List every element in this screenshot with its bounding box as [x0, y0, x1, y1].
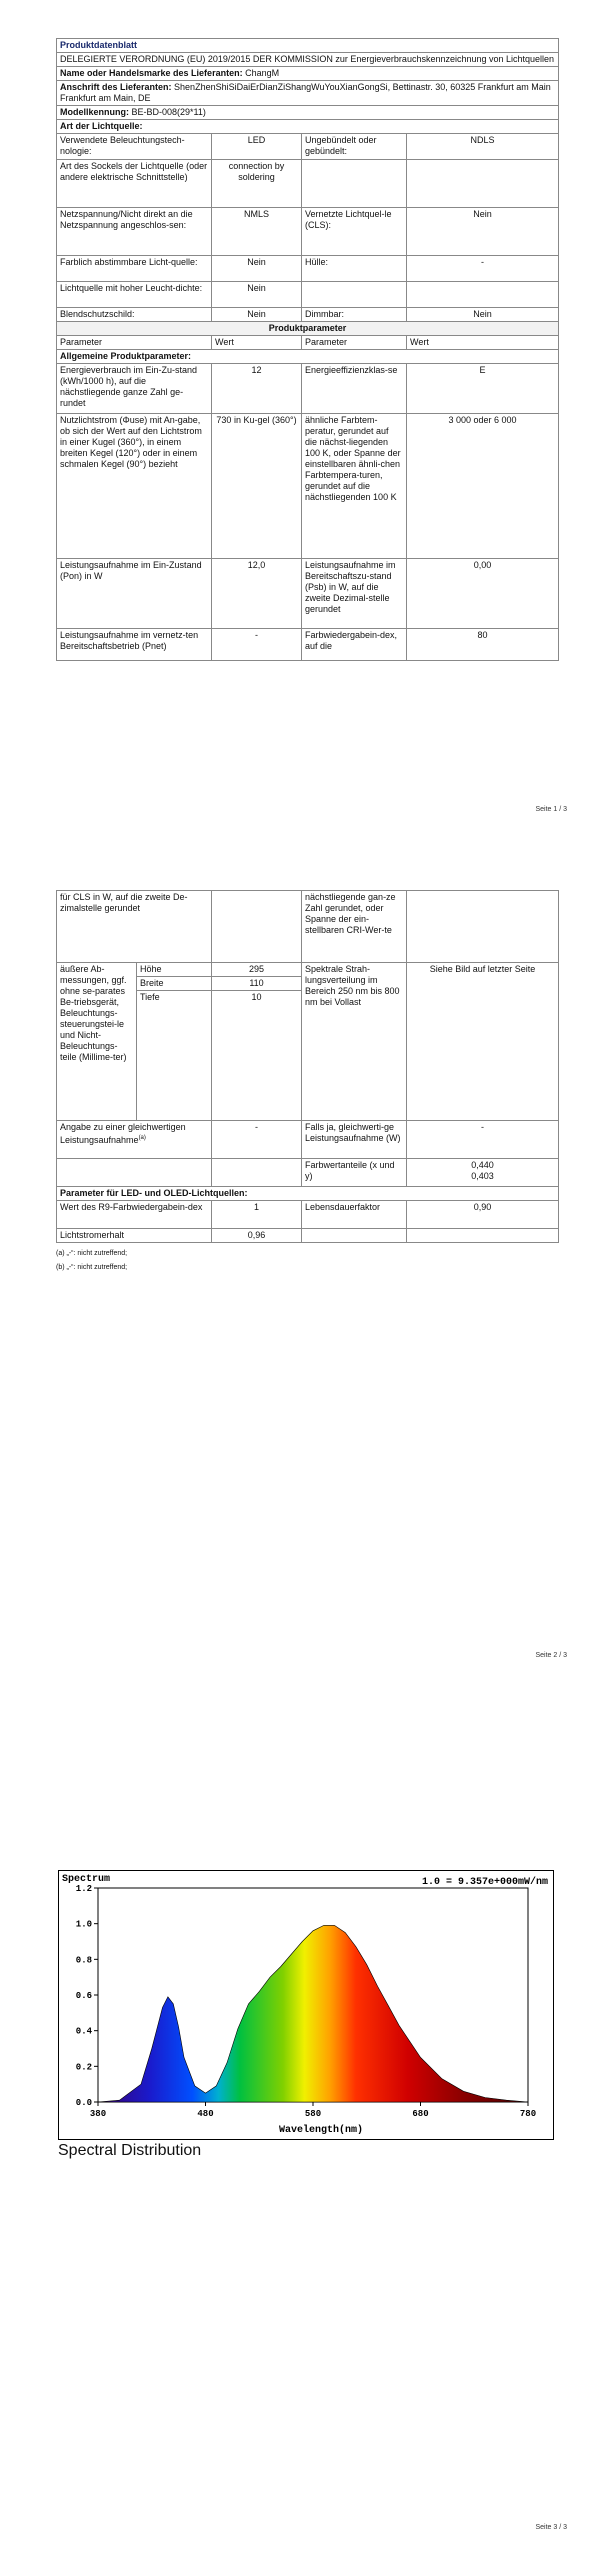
supplier-address-row	[57, 81, 559, 106]
table-cell: 0,96	[212, 1229, 302, 1243]
table-cell: Dimmbar:	[302, 308, 407, 322]
supplier-name-label: Name oder Handelsmarke des Lieferanten:	[60, 68, 243, 78]
footnote-b: (b) „-“: nicht zutreffend;	[56, 1264, 128, 1271]
column-header: Parameter	[57, 336, 212, 350]
table-cell: Hülle:	[302, 256, 407, 282]
table-cell	[302, 160, 407, 208]
spectral-caption: Spectral Distribution	[58, 2142, 202, 2159]
model-row	[57, 106, 559, 120]
dim-value: 110	[212, 977, 302, 991]
page-title: Produktdatenblatt	[57, 39, 559, 53]
model-id: BE-BD-008(29*11)	[131, 107, 206, 117]
table-cell: Nein	[212, 308, 302, 322]
product-datasheet-table	[56, 38, 559, 661]
table-cell: Ungebündelt oder gebündelt:	[302, 134, 407, 160]
table-cell: 0,00	[407, 559, 559, 629]
page-number: Seite 3 / 3	[535, 2524, 567, 2531]
table-cell: ähnliche Farbtem-peratur, gerundet auf die nächst-liegenden 100 K, oder Spanne der einstellbaren ähnli-chen Farbtempera-turen, gerundet auf die nächstliegenden 100 K	[302, 414, 407, 559]
footnotes	[56, 1247, 558, 1275]
model-label: Modellkennung:	[60, 107, 129, 117]
chart-subtitle: 1.0 = 9.357e+000mW/nm	[421, 1877, 548, 1888]
x-tick-label: 780	[519, 2109, 537, 2119]
x-tick-label: 480	[197, 2109, 214, 2119]
table-cell: -	[407, 256, 559, 282]
table-cell: Verwendete Beleuchtungstech-nologie:	[57, 134, 212, 160]
led-params-heading: Parameter für LED- und OLED-Lichtquellen:	[57, 1187, 559, 1201]
page-2	[0, 880, 603, 1720]
chroma-values	[407, 1159, 559, 1187]
table-cell: 1	[212, 1201, 302, 1229]
light-source-type-heading: Art der Lichtquelle:	[57, 120, 559, 134]
dim-name: Tiefe	[137, 991, 212, 1121]
table-cell	[302, 282, 407, 308]
spectral-value: Siehe Bild auf letzter Seite	[407, 963, 559, 1121]
chroma-x: 0,440	[471, 1160, 494, 1170]
footnote-a: (a) „-“: nicht zutreffend;	[56, 1250, 128, 1257]
supplier-address-label: Anschrift des Lieferanten:	[60, 82, 172, 92]
table-cell: Farbwiedergabein-dex, auf die	[302, 629, 407, 661]
dim-name: Breite	[137, 977, 212, 991]
table-cell	[407, 282, 559, 308]
page-number: Seite 1 / 3	[535, 806, 567, 813]
table-cell: Lichtquelle mit hoher Leucht-dichte:	[57, 282, 212, 308]
table-cell: -	[407, 1121, 559, 1159]
table-cell: Lebensdauerfaktor	[302, 1201, 407, 1229]
datasheet-page-1	[56, 38, 558, 661]
table-cell	[57, 1159, 212, 1187]
table-cell: Nein	[407, 208, 559, 256]
spectrum-chart	[58, 1870, 554, 2140]
table-cell: Art des Sockels der Lichtquelle (oder andere elektrische Schnittstelle)	[57, 160, 212, 208]
y-tick-label: 1.2	[75, 1884, 92, 1894]
y-tick-label: 0.4	[75, 2026, 92, 2037]
table-cell: E	[407, 364, 559, 414]
table-cell: Leistungsaufnahme im vernetz-ten Bereitschaftsbetrieb (Pnet)	[57, 629, 212, 661]
table-cell: Leistungsaufnahme im Bereitschaftszu-stand (Psb) in W, auf die zweite Dezimal-stelle gerundet	[302, 559, 407, 629]
supplier-name-row	[57, 67, 559, 81]
x-tick-label: 580	[304, 2109, 322, 2119]
table-cell: Farblich abstimmbare Licht-quelle:	[57, 256, 212, 282]
table-cell: Netzspannung/Nicht direkt an die Netzspannung angeschlos-sen:	[57, 208, 212, 256]
table-cell	[407, 891, 559, 963]
regulation-text: DELEGIERTE VERORDNUNG (EU) 2019/2015 DER KOMMISSION zur Energieverbrauchskennzeichnung von Lichtquellen	[57, 53, 559, 67]
general-params-heading: Allgemeine Produktparameter:	[57, 350, 559, 364]
table-cell: Nein	[212, 256, 302, 282]
table-cell: 730 in Ku-gel (360°)	[212, 414, 302, 559]
page-1	[0, 0, 603, 840]
dim-value: 295	[212, 963, 302, 977]
x-tick-label: 680	[412, 2109, 429, 2119]
table-cell: 12,0	[212, 559, 302, 629]
table-cell: -	[212, 629, 302, 661]
table-cell: connection by soldering	[212, 160, 302, 208]
table-cell: Vernetzte Lichtquel-le (CLS):	[302, 208, 407, 256]
dim-value: 10	[212, 991, 302, 1121]
table-cell: Nutzlichtstrom (Φuse) mit An-gabe, ob sich der Wert auf den Lichtstrom in einer Kugel (360°), in einem breiten Kegel (120°) oder in einem schmalen Kegel (90°) bezieht	[57, 414, 212, 559]
spectral-label: Spektrale Strah-lungsverteilung im Bereich 250 nm bis 800 nm bei Vollast	[302, 963, 407, 1121]
column-header: Parameter	[302, 336, 407, 350]
table-cell: Lichtstromerhalt	[57, 1229, 212, 1243]
product-params-heading: Produktparameter	[57, 322, 559, 336]
table-cell: NMLS	[212, 208, 302, 256]
table-cell	[407, 160, 559, 208]
table-cell: Nein	[212, 282, 302, 308]
table-cell: Farbwertanteile (x und y)	[302, 1159, 407, 1187]
table-cell: 80	[407, 629, 559, 661]
table-cell: 3 000 oder 6 000	[407, 414, 559, 559]
dim-name: Höhe	[137, 963, 212, 977]
table-cell: -	[212, 1121, 302, 1159]
table-cell	[302, 1229, 407, 1243]
chroma-y: 0,403	[471, 1171, 494, 1181]
datasheet-page-2	[56, 890, 558, 1275]
table-cell: für CLS in W, auf die zweite De-zimalstelle gerundet	[57, 891, 212, 963]
y-tick-label: 0.2	[75, 2062, 92, 2073]
chart-title: Spectrum	[62, 1874, 111, 1885]
table-cell: 0,90	[407, 1201, 559, 1229]
footnote-ref: (a)	[138, 1135, 146, 1141]
x-axis-label: Wavelength(nm)	[278, 2125, 364, 2136]
equiv-power-text: Angabe zu einer gleichwertigen Leistungsaufnahme	[60, 1122, 186, 1145]
table-cell: Wert des R9-Farbwiedergabein-dex	[57, 1201, 212, 1229]
supplier-name: ChangM	[245, 68, 280, 78]
table-cell	[407, 1229, 559, 1243]
table-cell: Blendschutzschild:	[57, 308, 212, 322]
table-cell: LED	[212, 134, 302, 160]
equiv-power-label	[57, 1121, 212, 1159]
y-tick-label: 0.8	[75, 1955, 92, 1966]
x-tick-label: 380	[89, 2109, 107, 2119]
y-tick-label: 0.0	[75, 2098, 92, 2108]
y-tick-label: 0.6	[75, 1991, 92, 2001]
page-3	[0, 1760, 603, 2560]
column-header: Wert	[212, 336, 302, 350]
table-cell	[212, 891, 302, 963]
table-cell: Energieverbrauch im Ein-Zu-stand (kWh/1000 h), auf die nächstliegende ganze Zahl ge-rundet	[57, 364, 212, 414]
dimensions-label: äußere Ab-messungen, ggf. ohne se-parates Be-triebsgerät, Beleuchtungs-steuerungstei-le und Nicht-Beleuchtungs-teile (Millime-ter)	[57, 963, 137, 1121]
y-tick-label: 1.0	[75, 1919, 92, 1930]
column-header: Wert	[407, 336, 559, 350]
table-cell: Nein	[407, 308, 559, 322]
page-number: Seite 2 / 3	[535, 1652, 567, 1659]
table-cell: Falls ja, gleichwerti-ge Leistungsaufnahme (W)	[302, 1121, 407, 1159]
table-cell: Energieeffizienzklas-se	[302, 364, 407, 414]
table-cell: 12	[212, 364, 302, 414]
table-cell: NDLS	[407, 134, 559, 160]
table-cell: nächstliegende gan-ze Zahl gerundet, oder Spanne der ein-stellbaren CRI-Wer-te	[302, 891, 407, 963]
supplier-address: ShenZhenShiSiDaiErDianZiShangWuYouXianGongSi, Bettinastr. 30, 60325 Frankfurt am Main Frankfurt am Main, DE	[60, 82, 551, 103]
table-cell: Leistungsaufnahme im Ein-Zustand (Pon) in W	[57, 559, 212, 629]
table-cell	[212, 1159, 302, 1187]
product-datasheet-table-continued	[56, 890, 559, 1243]
